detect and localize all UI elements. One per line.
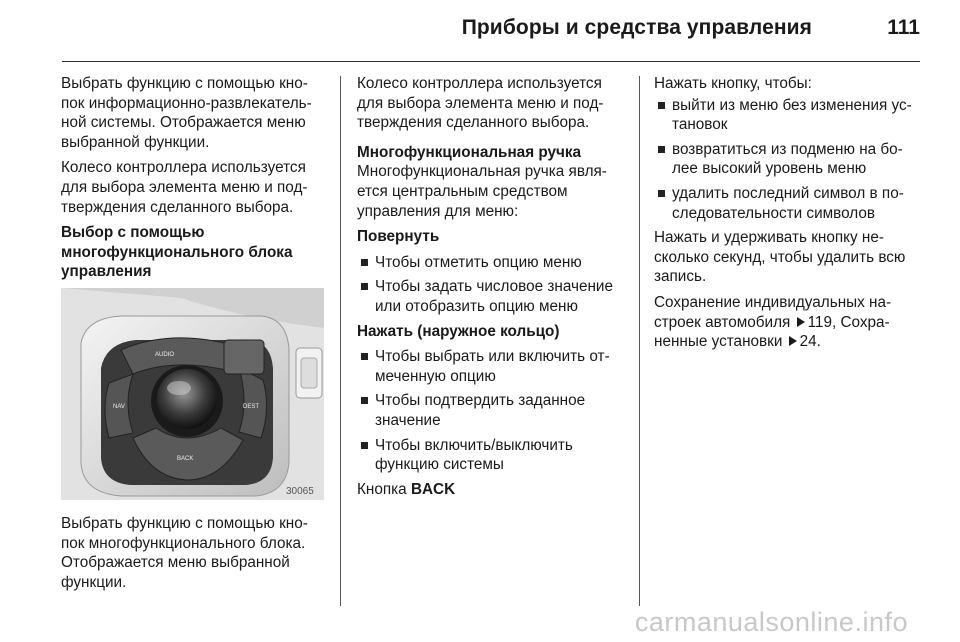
col1-paragraph-3: Выбрать функцию с помощью кно-пок многофункционального блока. Отображается меню выбранной функции.	[61, 514, 308, 591]
press-list	[357, 347, 625, 475]
back-button-label: BACK	[410, 480, 456, 498]
list-item-text: Чтобы включить/выключить функцию системы	[375, 436, 573, 474]
header-rule	[62, 61, 920, 62]
back-label: BACK	[177, 455, 194, 462]
col3-p3-text: Сохранение индивидуальных на-строек автомобиля	[654, 293, 892, 331]
column-divider-2	[639, 76, 640, 606]
list-item-text: возвратиться из подменю на бо-лее высокий уровень меню	[672, 140, 903, 178]
list-item	[357, 436, 625, 475]
col1-heading: Выбор с помощью многофункционального блока управления	[61, 224, 293, 281]
page-number: 111	[887, 16, 920, 39]
list-item	[654, 96, 926, 135]
back-prefix: Кнопка	[357, 480, 407, 498]
col1-paragraph-2: Колесо контроллера используется для выбора элемента меню и под-тверждения сделанного выбора.	[61, 159, 308, 216]
figure-number: 30065	[286, 485, 314, 497]
col2-paragraph-2: Многофункциональная ручка явля-ется центральным средством управления для меню:	[357, 163, 607, 220]
bullet-icon	[658, 102, 665, 109]
col2-paragraph-1: Колесо контроллера используется для выбора элемента меню и под-тверждения сделанного выбора.	[357, 75, 604, 132]
list-item-text: удалить последний символ в по-следовательности символов	[672, 184, 904, 222]
col3-intro: Нажать кнопку, чтобы:	[654, 75, 812, 92]
bullet-icon	[361, 283, 368, 290]
bullet-icon	[361, 397, 368, 404]
reference-arrow-icon	[789, 336, 797, 346]
bullet-icon	[361, 353, 368, 360]
list-item	[357, 277, 625, 316]
col1-paragraph-1: Выбрать функцию с помощью кно-пок информационно-развлекатель-ной системы. Отображается меню выбранной функции.	[61, 75, 312, 151]
list-item-text: выйти из меню без изменения ус-тановок	[672, 96, 912, 134]
list-item-text: Чтобы выбрать или включить от-меченную опцию	[375, 348, 610, 385]
reference-link-1[interactable]: 119, Сохра-ненные установки	[654, 313, 890, 351]
col3-paragraph-3	[654, 293, 926, 352]
list-item-text: Чтобы подтвердить заданное значение	[375, 392, 586, 429]
audio-label: AUDIO	[155, 351, 175, 358]
bullet-icon	[658, 146, 665, 153]
bullet-icon	[361, 442, 368, 449]
back-button-line	[357, 480, 625, 500]
col2-heading-2: Повернуть	[357, 228, 440, 246]
page-header	[0, 0, 960, 62]
col2-heading-1: Многофункциональная ручка	[357, 143, 582, 161]
page-title: Приборы и средства управления	[461, 16, 812, 39]
column-divider-1	[340, 76, 341, 606]
back-actions-list	[654, 96, 926, 224]
rotate-list	[357, 253, 625, 317]
watermark: carmanualsonline.info	[634, 607, 908, 637]
reference-link-2[interactable]: 24.	[799, 333, 821, 351]
nav-label: NAV	[113, 403, 125, 410]
col3-paragraph-2: Нажать и удерживать кнопку не-сколько секунд, чтобы удалить всю запись.	[654, 229, 906, 286]
column-2	[357, 74, 625, 505]
list-item	[357, 391, 625, 430]
controller-illustration	[61, 288, 324, 500]
list-item-text: Чтобы отметить опцию меню	[375, 253, 582, 271]
column-1	[61, 74, 326, 598]
bullet-icon	[361, 259, 368, 266]
reference-arrow-icon	[797, 317, 805, 327]
list-item	[654, 140, 926, 179]
column-3	[654, 74, 926, 358]
list-item	[654, 184, 926, 223]
list-item-text: Чтобы задать числовое значение или отобразить опцию меню	[375, 278, 613, 315]
col2-heading-3: Нажать (наружное кольцо)	[357, 322, 560, 340]
list-item	[357, 347, 625, 386]
multifunction-control-figure	[61, 288, 324, 500]
list-item	[357, 253, 625, 273]
dest-label: DEST	[243, 403, 260, 410]
bullet-icon	[658, 190, 665, 197]
